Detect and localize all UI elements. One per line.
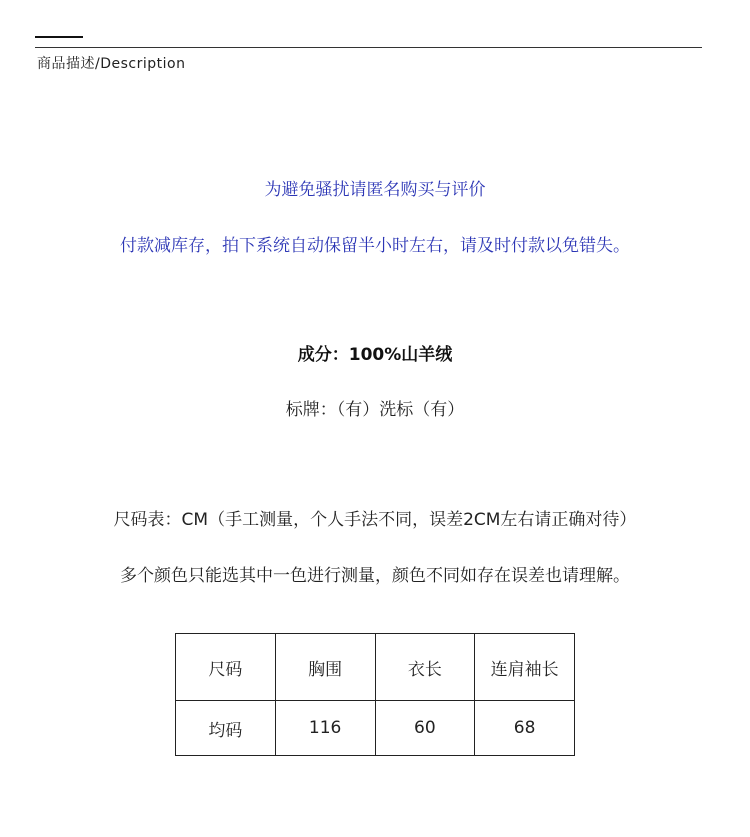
size-table bbox=[175, 633, 575, 756]
cell-chest: 116 bbox=[275, 701, 375, 756]
size-chart-note: 尺码表：CM（手工测量，个人手法不同，误差2CM左右请正确对待） bbox=[113, 510, 637, 530]
cell-length: 60 bbox=[375, 701, 475, 756]
section-title: 商品描述/Description bbox=[37, 56, 186, 72]
header-accent-bar bbox=[35, 36, 83, 38]
header-cell-chest: 胸围 bbox=[275, 634, 375, 701]
cell-sleeve: 68 bbox=[475, 701, 575, 756]
header-cell-sleeve: 连肩袖长 bbox=[475, 634, 575, 701]
labels-text: 标牌：（有）洗标（有） bbox=[285, 400, 465, 420]
color-measurement-note: 多个颜色只能选其中一色进行测量，颜色不同如存在误差也请理解。 bbox=[120, 566, 630, 586]
payment-notice: 付款减库存，拍下系统自动保留半小时左右，请及时付款以免错失。 bbox=[120, 236, 630, 256]
cell-size: 均码 bbox=[176, 701, 276, 756]
header-divider bbox=[35, 47, 702, 48]
composition-text: 成分：100%山羊绒 bbox=[297, 345, 453, 365]
header-cell-size: 尺码 bbox=[176, 634, 276, 701]
header-cell-length: 衣长 bbox=[375, 634, 475, 701]
size-table-header-row bbox=[176, 634, 575, 701]
table-row bbox=[176, 701, 575, 756]
anonymous-purchase-notice: 为避免骚扰请匿名购买与评价 bbox=[264, 180, 486, 200]
